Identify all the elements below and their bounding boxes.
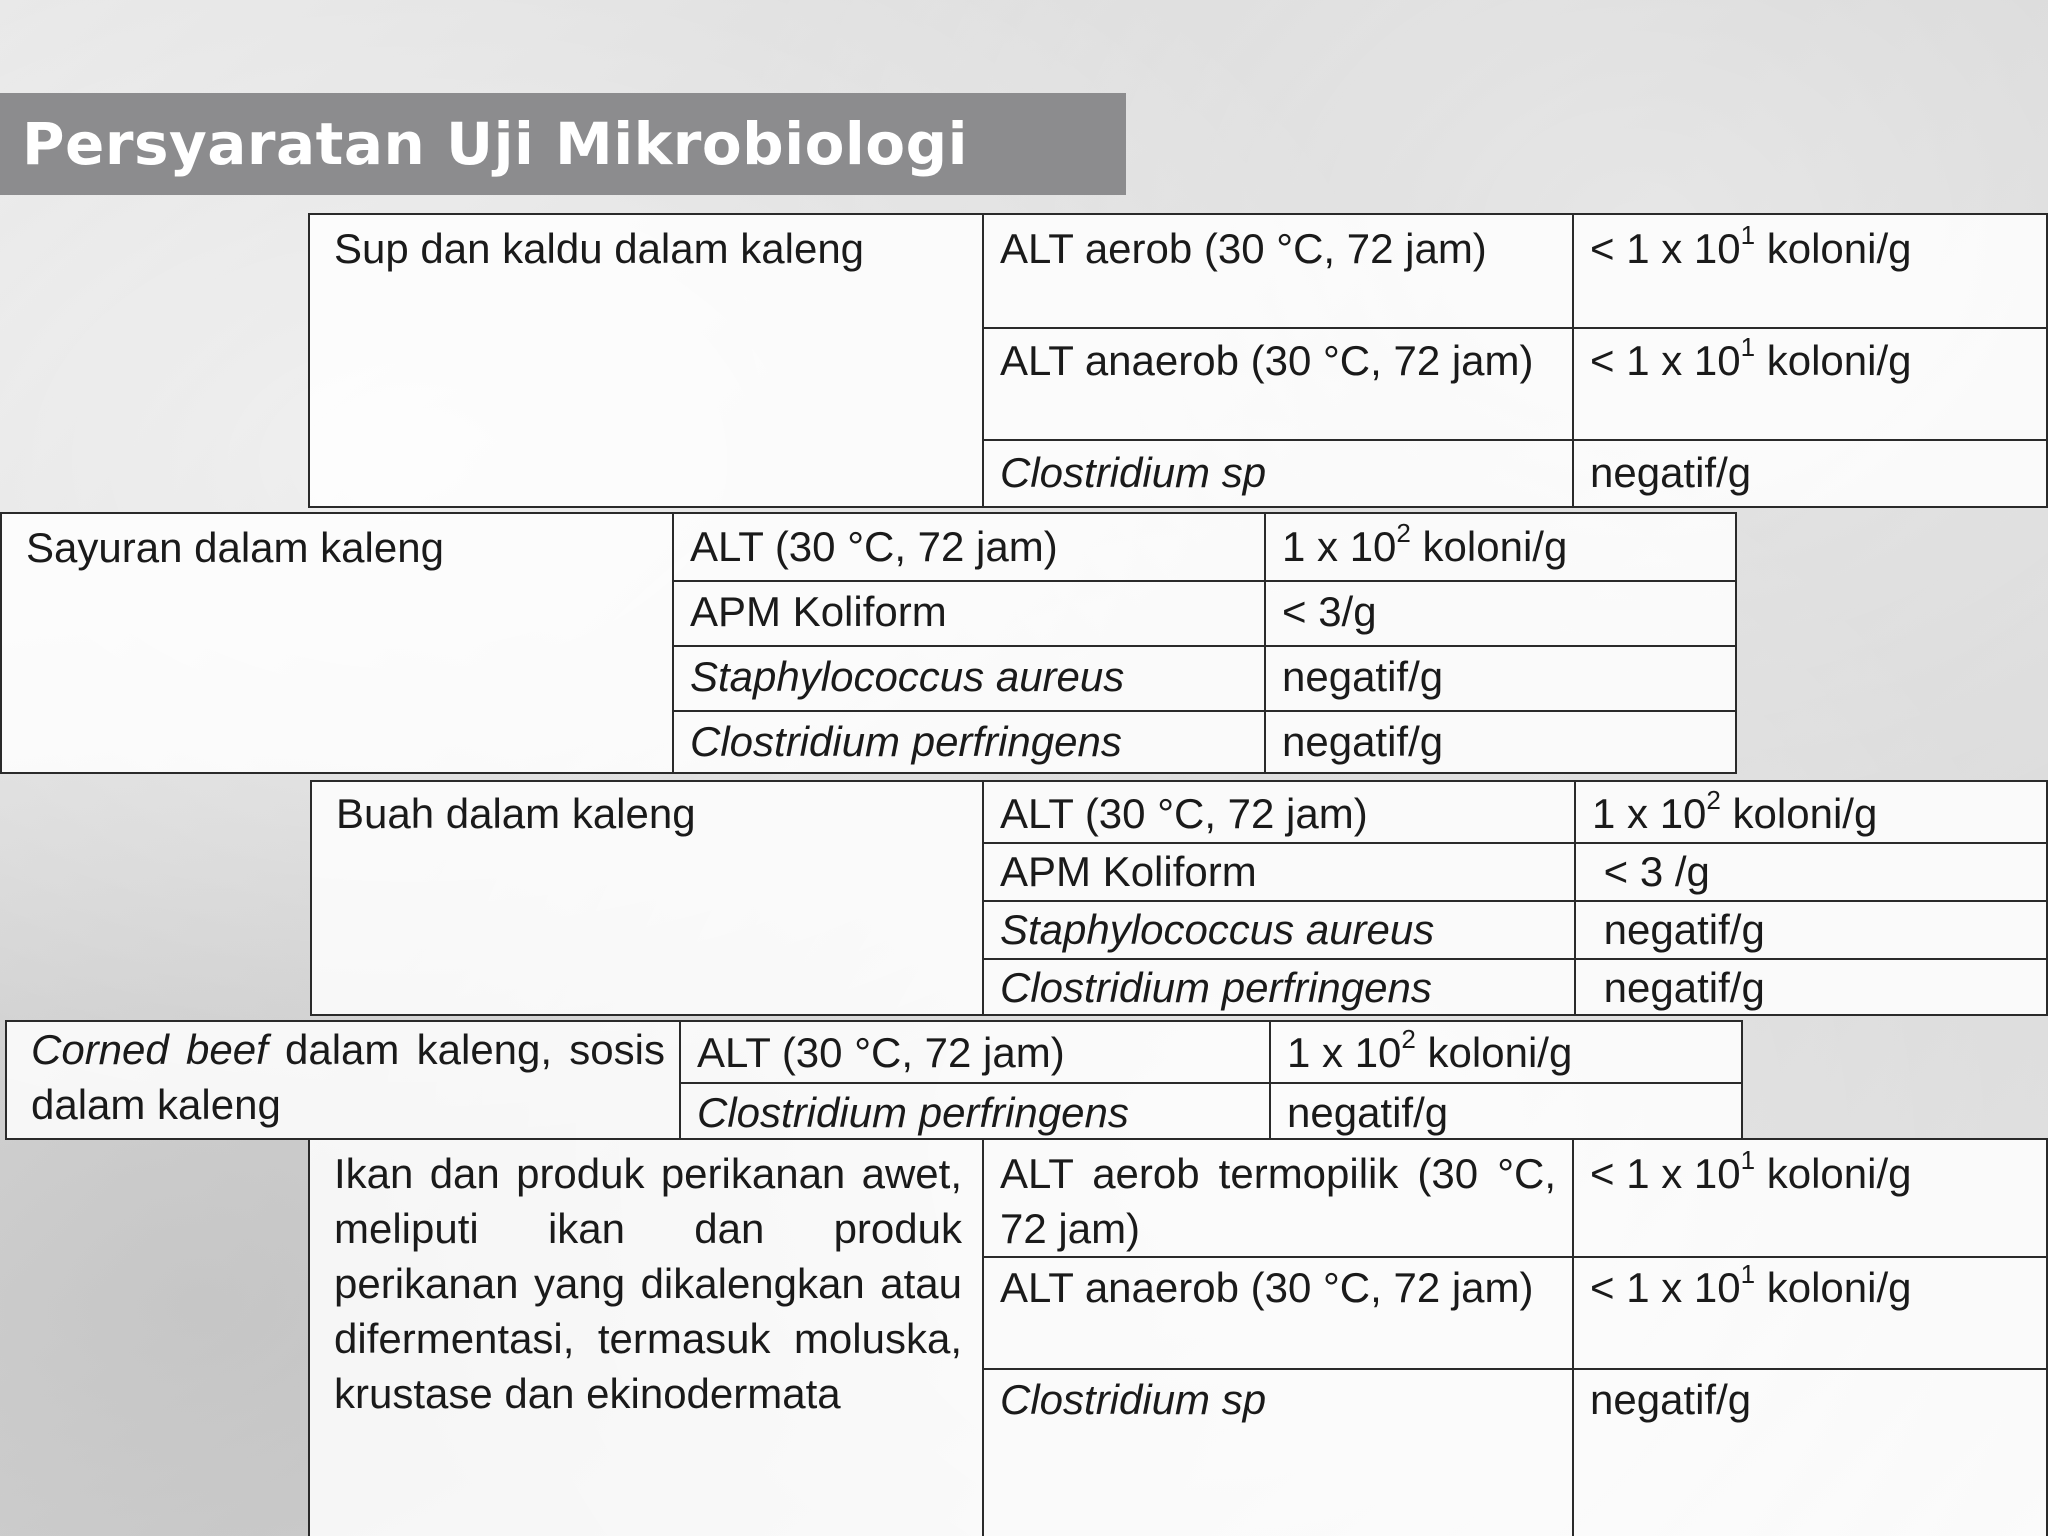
limit-cell: 1 x $10^2$ koloni/g	[1592, 786, 1878, 837]
test-cell: Staphylococcus aureus	[1000, 906, 1435, 953]
test-cell: Clostridium perfringens	[1000, 964, 1432, 1011]
test-cell: APM Koliform	[690, 588, 947, 635]
product-cell: Sup dan kaldu dalam kaleng	[334, 225, 865, 272]
table-block-buah	[310, 780, 2048, 1016]
test-cell: ALT aerob (30 °C, 72 jam)	[1000, 225, 1487, 272]
limit-cell: negatif/g	[1590, 449, 1752, 496]
test-cell: ALT (30 °C, 72 jam)	[1000, 790, 1368, 837]
test-cell: Clostridium sp	[1000, 1376, 1267, 1423]
slide-title: Persyaratan Uji Mikrobiologi	[22, 110, 969, 178]
test-cell: ALT (30 °C, 72 jam)	[697, 1029, 1065, 1076]
table-block-sup	[308, 213, 2048, 508]
test-cell: APM Koliform	[1000, 848, 1257, 895]
limit-cell: < 1 x $10^1$ koloni/g	[1590, 333, 1912, 384]
limit-cell: < 1 x $10^1$ koloni/g	[1590, 1146, 1912, 1197]
test-cell: Clostridium sp	[1000, 449, 1267, 496]
product-cell: Sayuran dalam kaleng	[26, 524, 444, 571]
test-cell: Clostridium perfringens	[697, 1089, 1129, 1136]
table-block-corned-beef	[5, 1020, 1743, 1140]
limit-cell: < 1 x $10^1$ koloni/g	[1590, 221, 1912, 272]
limit-cell: negatif/g	[1592, 964, 1765, 1011]
limit-cell: < 1 x $10^1$ koloni/g	[1590, 1260, 1912, 1311]
table-block-sayuran	[0, 512, 1737, 774]
product-cell: Ikan dan produk perikanan awet, meliputi ikan dan produk perikanan yang dikalengkan atau difermentasi, termasuk moluska, krustase dan ekinodermata	[334, 1150, 962, 1417]
limit-cell: < 3/g	[1282, 588, 1377, 635]
limit-cell: negatif/g	[1282, 653, 1444, 700]
product-cell: Buah dalam kaleng	[336, 790, 696, 837]
title-bar	[0, 93, 1126, 195]
limit-cell: < 3 /g	[1592, 848, 1710, 895]
limit-cell: 1 x $10^2$ koloni/g	[1282, 519, 1568, 570]
test-cell: ALT anaerob (30 °C, 72 jam)	[1000, 1264, 1534, 1311]
test-cell: Staphylococcus aureus	[690, 653, 1125, 700]
test-cell: Clostridium perfringens	[690, 718, 1122, 765]
test-cell: ALT aerob termopilik (30 °C, 72 jam)	[1000, 1150, 1556, 1252]
limit-cell: negatif/g	[1282, 718, 1444, 765]
limit-cell: 1 x $10^2$ koloni/g	[1287, 1025, 1573, 1076]
test-cell: ALT (30 °C, 72 jam)	[690, 523, 1058, 570]
limit-cell: negatif/g	[1590, 1376, 1752, 1423]
limit-cell: negatif/g	[1287, 1089, 1449, 1136]
test-cell: ALT anaerob (30 °C, 72 jam)	[1000, 337, 1534, 384]
product-cell: Corned beef dalam kaleng, sosis dalam kaleng	[31, 1026, 665, 1128]
table-block-ikan	[308, 1138, 2048, 1536]
limit-cell: negatif/g	[1592, 906, 1765, 953]
